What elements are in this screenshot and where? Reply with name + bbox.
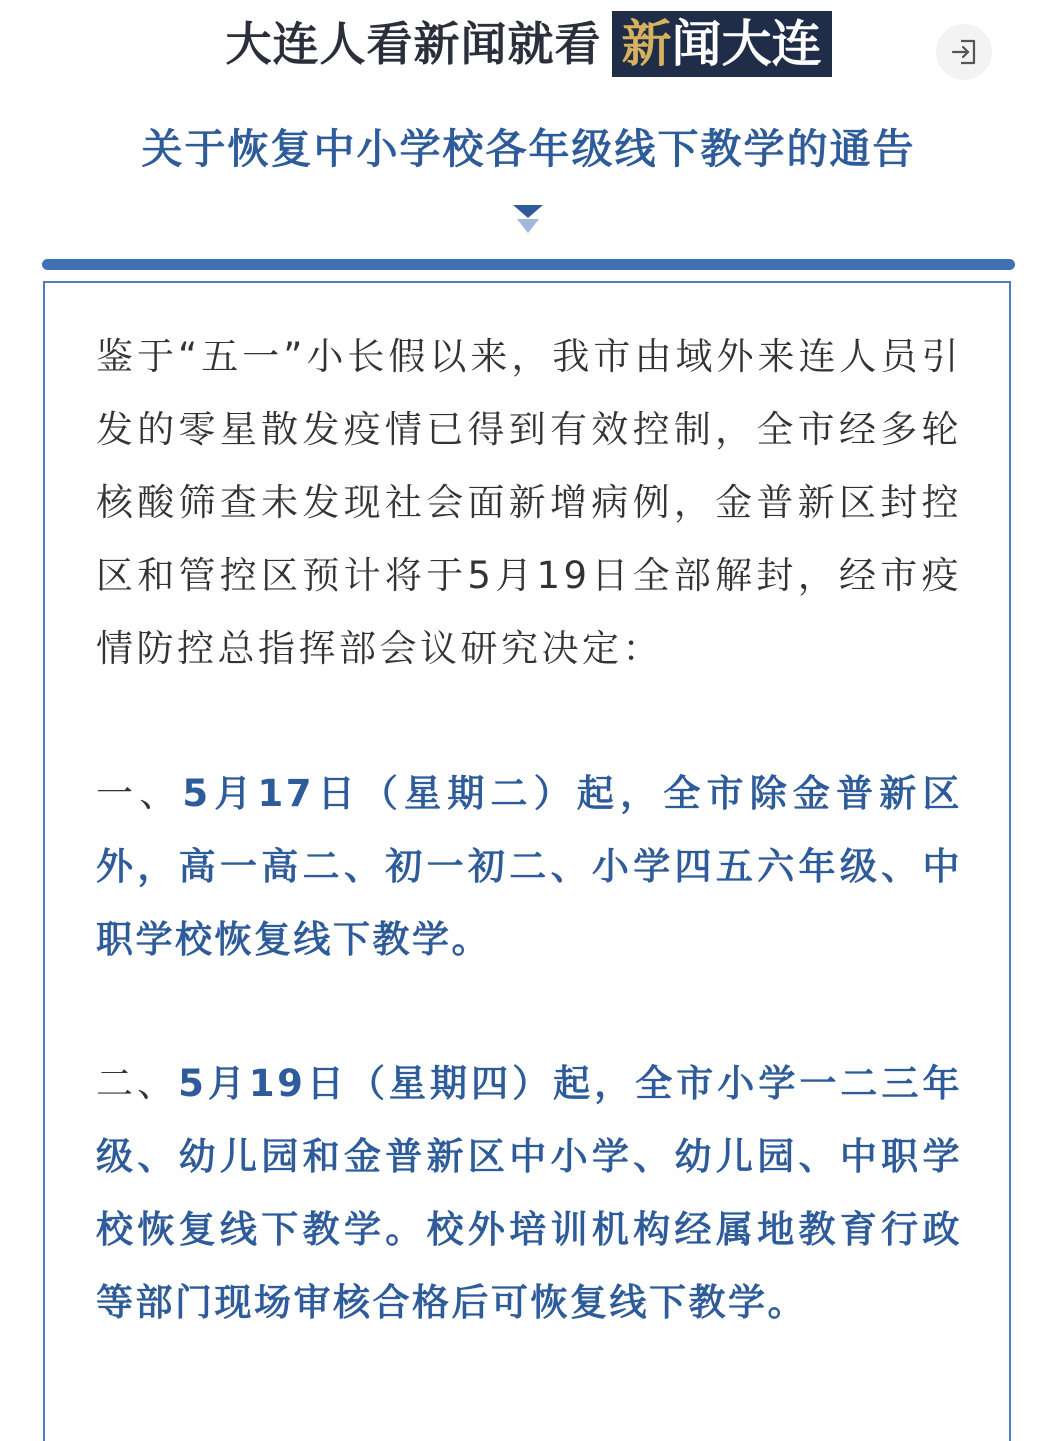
brand-logo-first-char: 新 (621, 15, 672, 73)
chevron-down-icon (511, 203, 545, 235)
notice-item-number: 一、 (96, 772, 183, 815)
exit-button[interactable] (936, 24, 992, 80)
notice-item-text: 5月19日（星期四）起，全市小学一二三年级、幼儿园和金普新区中小学、幼儿园、中职学校恢复线下教学。校外培训机构经属地教育行政等部门现场审核合格后可恢复线下教学。 (96, 1062, 963, 1324)
header-banner (0, 6, 1057, 82)
content-frame-top-bar (42, 259, 1015, 270)
notice-item-number: 二、 (96, 1062, 179, 1105)
intro-paragraph: 鉴于“五一”小长假以来，我市由域外来连人员引发的零星散发疫情已得到有效控制，全市经多轮核酸筛查未发现社会面新增病例，金普新区封控区和管控区预计将于5月19日全部解封，经市疫情防控总指挥部会议研究决定： (96, 335, 962, 670)
notice-item-1 (96, 757, 962, 976)
notice-item-2 (96, 1047, 962, 1339)
notice-item-text: 5月17日（星期二）起，全市除金普新区外，高一高二、初一初二、小学四五六年级、中职学校恢复线下教学。 (96, 772, 963, 961)
brand-logo-rest: 闻大连 (671, 15, 822, 73)
article-title: 关于恢复中小学校各年级线下教学的通告 (141, 125, 916, 173)
slogan-text: 大连人看新闻就看 (225, 17, 602, 71)
brand-logo (612, 11, 832, 77)
exit-icon (949, 37, 979, 67)
